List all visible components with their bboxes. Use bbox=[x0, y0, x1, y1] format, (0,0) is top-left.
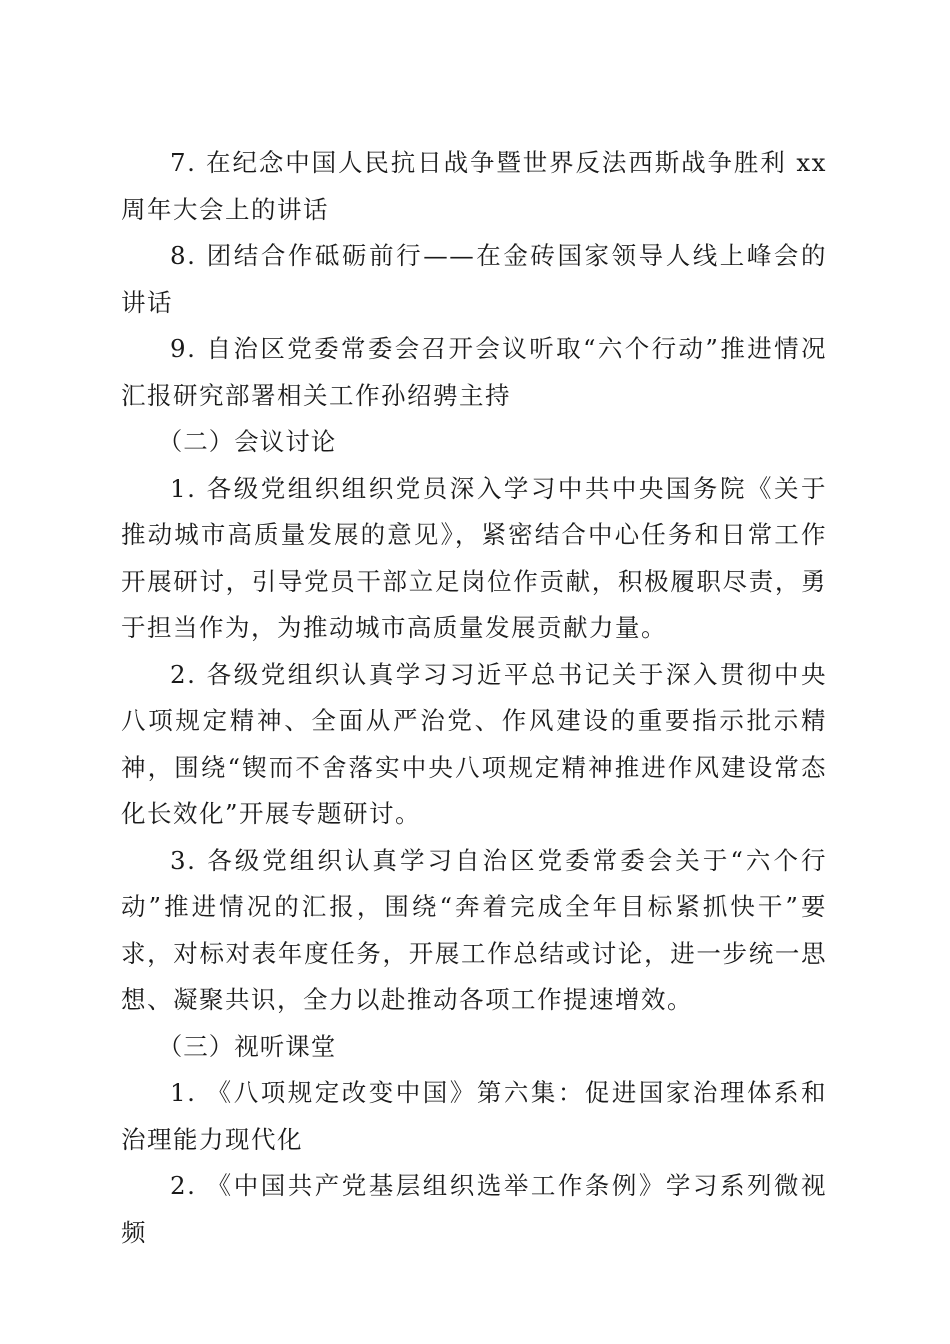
list-item: 2. 《中国共产党基层组织选举工作条例》学习系列微视频 bbox=[121, 1171, 827, 1247]
list-item: 7. 在纪念中国人民抗日战争暨世界反法西斯战争胜利 xx 周年大会上的讲话 bbox=[121, 148, 827, 224]
list-item: 1. 各级党组织组织党员深入学习中共中央国务院《关于推动城市高质量发展的意见》，紧密结合中心任务和日常工作开展研讨，引导党员干部立足岗位作贡献，积极履职尽责，勇于担当作为，为推动城市高质量发展贡献力量。 bbox=[121, 473, 827, 642]
list-item: 2. 各级党组织认真学习习近平总书记关于深入贯彻中央八项规定精神、全面从严治党、作风建设的重要指示批示精神，围绕“锲而不舍落实中央八项规定精神推进作风建设常态化长效化”开展专题研讨。 bbox=[121, 659, 827, 828]
list-item: 3. 各级党组织认真学习自治区党委常委会关于“六个行动”推进情况的汇报，围绕“奔着完成全年目标紧抓快干”要求，对标对表年度任务，开展工作总结或讨论，进一步统一思想、凝聚共识，全力以赴推动各项工作提速增效。 bbox=[121, 845, 827, 1014]
section-heading-audiovisual: （三）视听课堂 bbox=[157, 1031, 337, 1061]
list-item: 8. 团结合作砥砺前行——在金砖国家领导人线上峰会的讲话 bbox=[121, 241, 827, 317]
document-body bbox=[121, 140, 827, 1256]
list-item: 1. 《八项规定改变中国》第六集：促进国家治理体系和治理能力现代化 bbox=[121, 1078, 827, 1154]
section-heading-discussion: （二）会议讨论 bbox=[157, 427, 337, 456]
list-item: 9. 自治区党委常委会召开会议听取“六个行动”推进情况汇报研究部署相关工作孙绍骋主持 bbox=[121, 334, 827, 410]
